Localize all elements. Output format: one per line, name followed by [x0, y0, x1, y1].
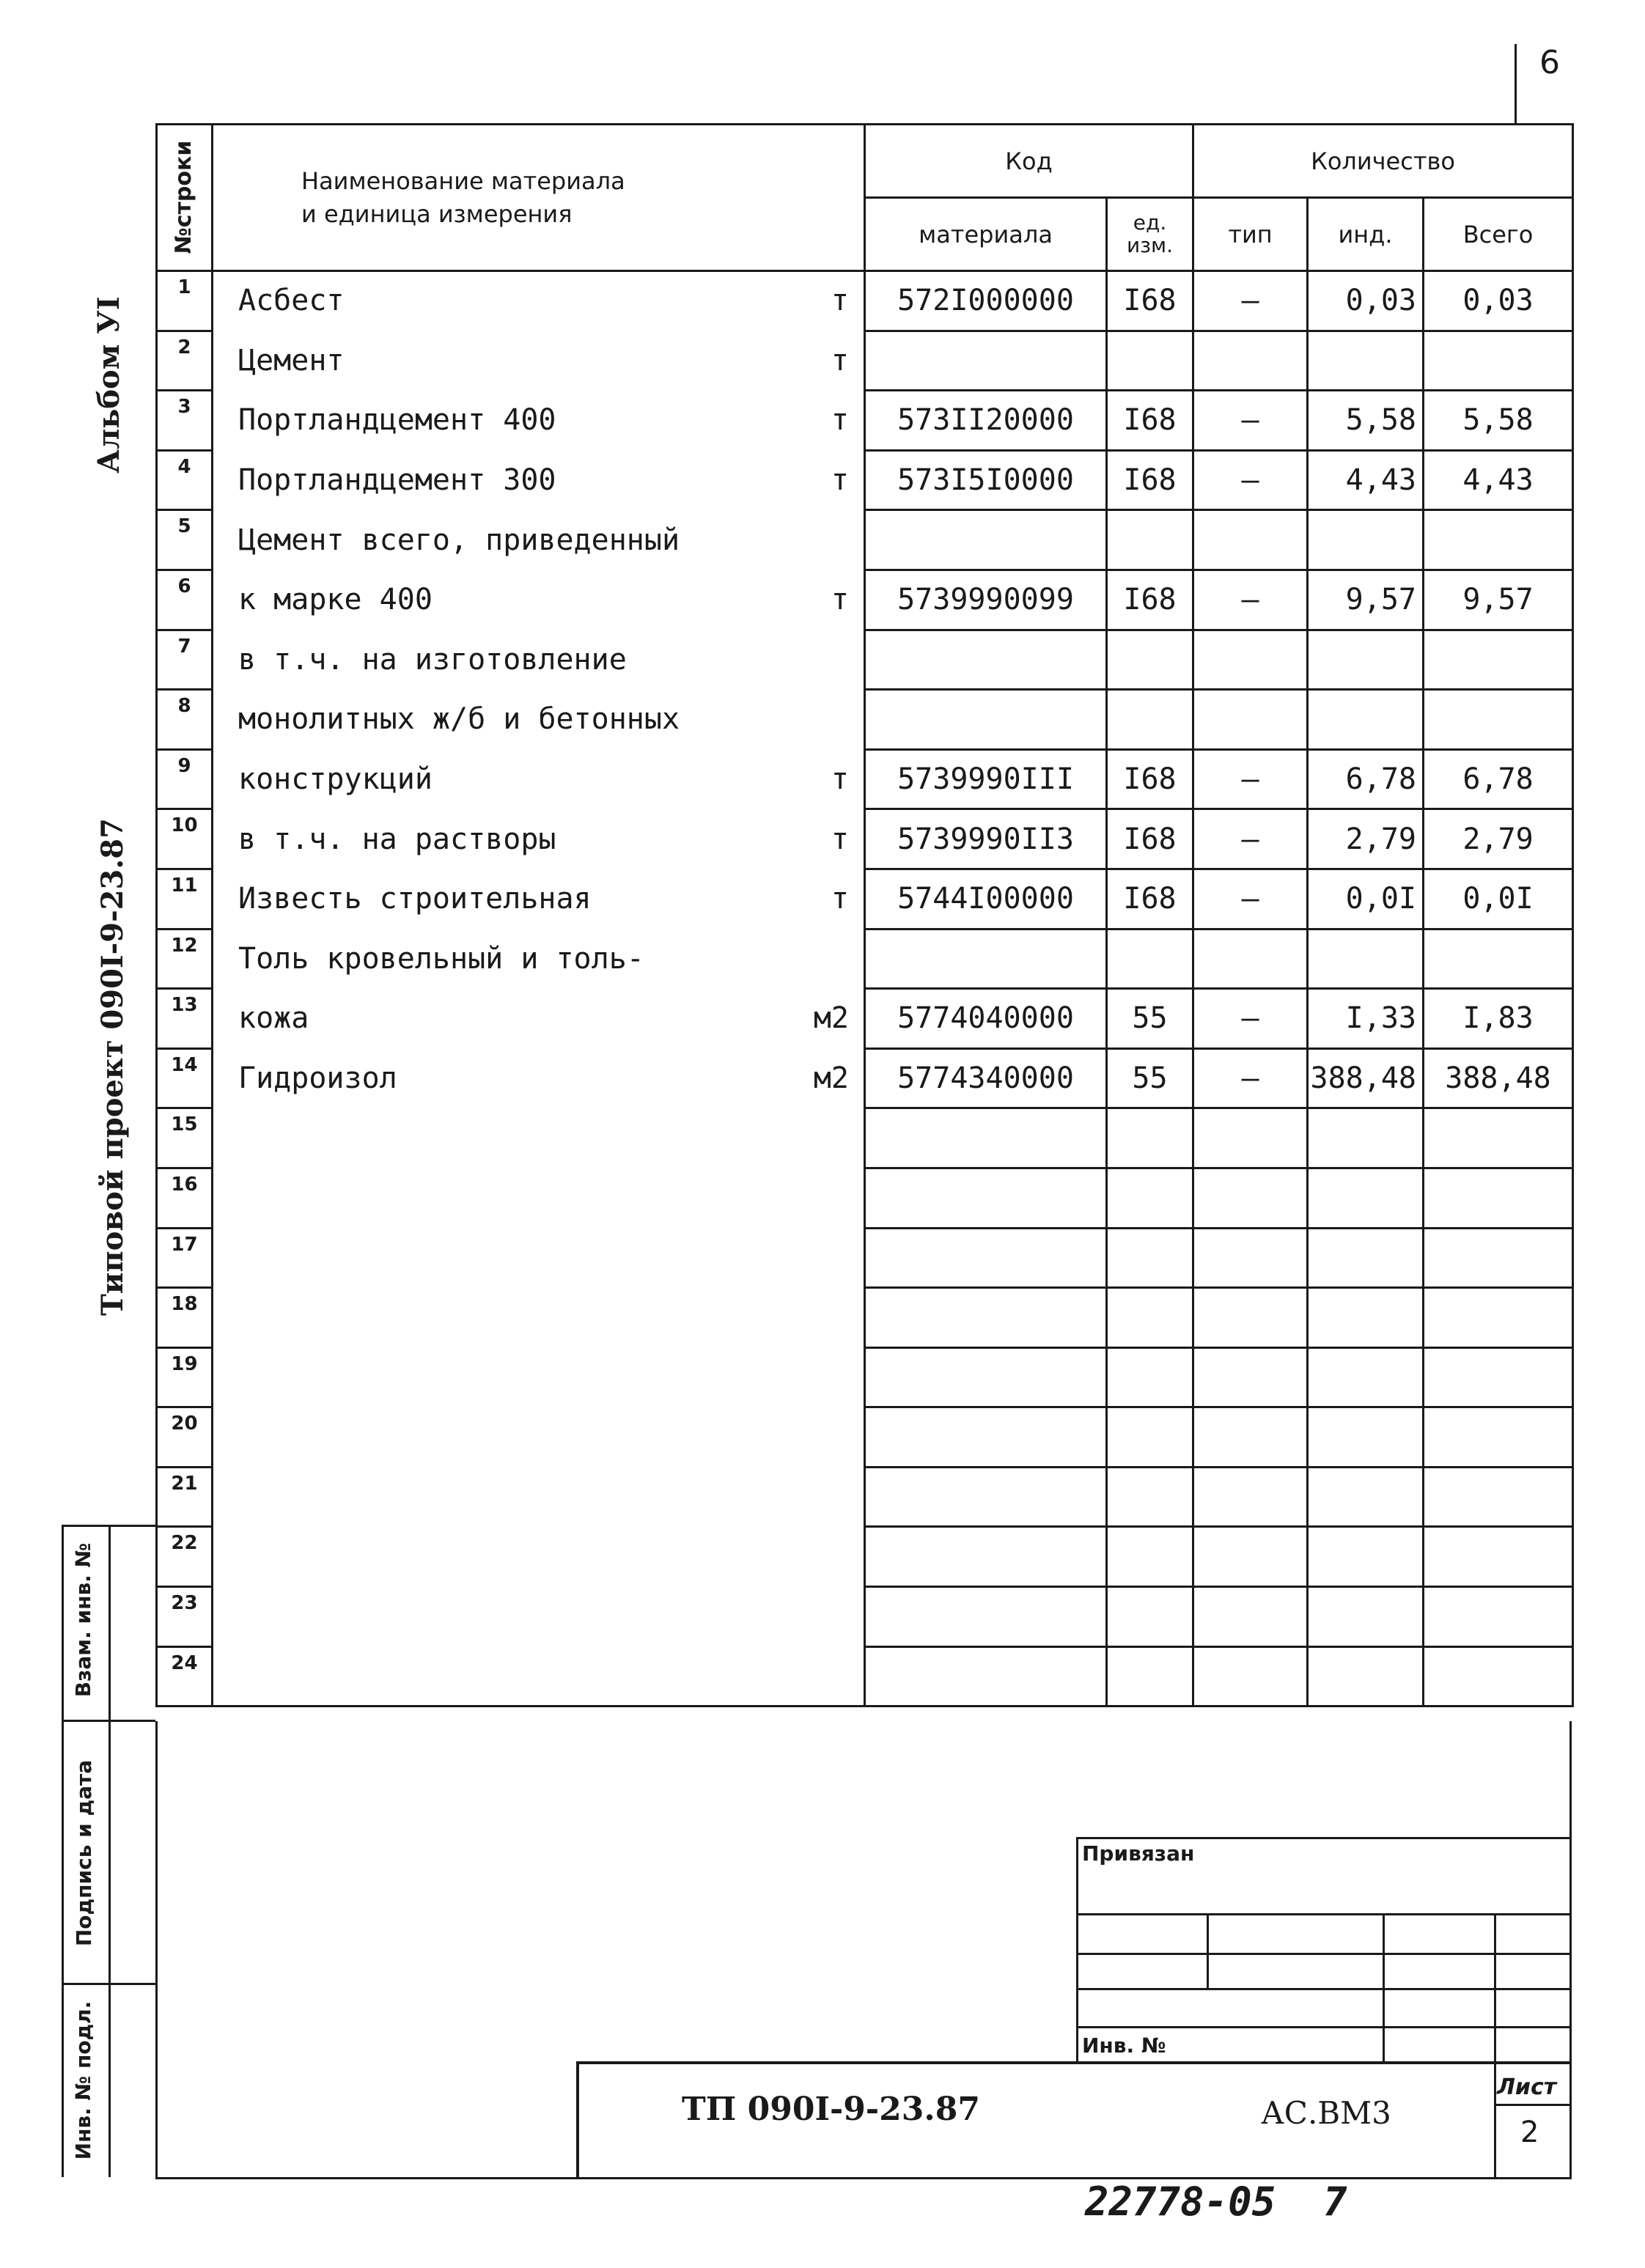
header-qty-ind: инд.: [1308, 198, 1424, 271]
material-name-text: в т.ч. на изготовление: [238, 642, 627, 677]
header-qty-type: тип: [1193, 198, 1308, 271]
qty-total: [1424, 1168, 1573, 1228]
unit-code: I68: [1107, 749, 1193, 809]
material-code: 5739990099: [865, 570, 1107, 630]
material-name-text: к марке 400: [238, 583, 433, 617]
footer-stamp: 22778-05 7: [1085, 2179, 1347, 2225]
table-row: [157, 1347, 1573, 1407]
materials-table: [155, 123, 1574, 1707]
material-code: [865, 510, 1107, 570]
sheet-box-divider: [1494, 2104, 1572, 2106]
frame-bottom: [155, 2177, 1572, 2179]
qty-total: [1424, 1108, 1573, 1168]
table-row: [157, 809, 1573, 869]
unit-code: 55: [1107, 989, 1193, 1049]
privyazan-row-3: [1076, 1988, 1572, 1990]
qty-ind: [1308, 1407, 1424, 1468]
unit-code: [1107, 1407, 1193, 1468]
qty-ind: 9,57: [1308, 570, 1424, 630]
qty-type: [1193, 1108, 1308, 1168]
unit-code: [1107, 1288, 1193, 1348]
qty-ind: 0,03: [1308, 271, 1424, 331]
material-name-text: Портландцемент 400: [238, 403, 556, 438]
material-name: [213, 570, 865, 630]
row-number: 10: [157, 809, 213, 869]
unit-code: [1107, 1467, 1193, 1527]
material-code: [865, 1527, 1107, 1587]
qty-ind: [1308, 1587, 1424, 1647]
privyazan-left: [1076, 1837, 1078, 2063]
material-name: [213, 1168, 865, 1228]
material-code: 573II20000: [865, 391, 1107, 451]
unit-code: [1107, 1108, 1193, 1168]
material-code: [865, 1407, 1107, 1468]
material-name-text: в т.ч. на растворы: [238, 822, 556, 856]
frame-right-lower: [1569, 1721, 1572, 2179]
title-block-top: [576, 2061, 1572, 2064]
material-code: 5739990III: [865, 749, 1107, 809]
qty-total: [1424, 690, 1573, 750]
qty-total: [1424, 1527, 1573, 1587]
row-number: 18: [157, 1288, 213, 1348]
qty-total: 388,48: [1424, 1048, 1573, 1108]
material-name: [213, 1048, 865, 1108]
material-code: [865, 630, 1107, 690]
qty-ind: 5,58: [1308, 391, 1424, 451]
qty-type: –: [1193, 271, 1308, 331]
material-unit: т: [831, 762, 849, 797]
material-code: [865, 1108, 1107, 1168]
material-name-text: монолитных ж/б и бетонных: [238, 702, 680, 737]
unit-code: I68: [1107, 271, 1193, 331]
qty-type: –: [1193, 749, 1308, 809]
material-name: [213, 450, 865, 510]
stamp-strip-inner-border: [108, 1525, 111, 2177]
unit-code: [1107, 510, 1193, 570]
table-row: [157, 1467, 1573, 1527]
qty-type: [1193, 690, 1308, 750]
qty-total: [1424, 630, 1573, 690]
material-name: [213, 1646, 865, 1706]
frame-left-lower: [155, 1721, 158, 2179]
material-code: [865, 1288, 1107, 1348]
material-name: [213, 391, 865, 451]
privyazan-col-3: [1494, 1913, 1496, 2063]
row-number: 11: [157, 869, 213, 929]
qty-total: [1424, 510, 1573, 570]
table-row: [157, 510, 1573, 570]
table-row: [157, 1527, 1573, 1587]
qty-type: [1193, 1527, 1308, 1587]
material-name-text: Известь строительная: [238, 882, 592, 916]
header-qty-total: Всего: [1424, 198, 1573, 271]
qty-ind: [1308, 510, 1424, 570]
inv-no-label: Инв. №: [1082, 2033, 1166, 2058]
doc-code: ТП 090I-9-23.87: [682, 2091, 980, 2128]
row-number: 9: [157, 749, 213, 809]
qty-type: [1193, 1407, 1308, 1468]
material-name-text: Цемент: [238, 343, 345, 378]
table-row: [157, 391, 1573, 451]
row-number: 4: [157, 450, 213, 510]
qty-ind: [1308, 1288, 1424, 1348]
doc-mark: АС.ВМ3: [1261, 2095, 1391, 2131]
material-name: [213, 989, 865, 1049]
qty-ind: 2,79: [1308, 809, 1424, 869]
qty-ind: 4,43: [1308, 450, 1424, 510]
header-code-unit: ед. изм.: [1107, 198, 1193, 271]
qty-type: –: [1193, 989, 1308, 1049]
side-label-album: Альбом УI: [92, 296, 126, 474]
material-code: 5744I00000: [865, 869, 1107, 929]
row-number: 14: [157, 1048, 213, 1108]
table-row: [157, 749, 1573, 809]
privyazan-col-2: [1383, 1913, 1385, 2063]
row-number: 19: [157, 1347, 213, 1407]
row-number: 21: [157, 1467, 213, 1527]
sheet-number: 2: [1520, 2116, 1539, 2149]
material-name: [213, 1288, 865, 1348]
row-number: 7: [157, 630, 213, 690]
material-name: [213, 809, 865, 869]
table-row: [157, 1288, 1573, 1348]
row-number: 2: [157, 331, 213, 391]
row-number: 24: [157, 1646, 213, 1706]
table-row: [157, 1228, 1573, 1288]
sheet-box-left: [1494, 2061, 1496, 2179]
material-name: [213, 1347, 865, 1407]
qty-type: [1193, 1587, 1308, 1647]
qty-type: [1193, 1646, 1308, 1706]
qty-type: [1193, 929, 1308, 989]
material-unit: м2: [813, 1001, 849, 1036]
row-number: 23: [157, 1587, 213, 1647]
unit-code: [1107, 1228, 1193, 1288]
material-unit: м2: [813, 1061, 849, 1096]
qty-type: [1193, 510, 1308, 570]
material-code: [865, 1168, 1107, 1228]
qty-type: [1193, 1347, 1308, 1407]
material-code: [865, 331, 1107, 391]
table-row: [157, 1168, 1573, 1228]
unit-code: I68: [1107, 570, 1193, 630]
unit-code: [1107, 1527, 1193, 1587]
material-unit: т: [831, 882, 849, 916]
material-name-text: Гидроизол: [238, 1061, 397, 1096]
qty-type: –: [1193, 450, 1308, 510]
qty-type: –: [1193, 809, 1308, 869]
qty-total: [1424, 1646, 1573, 1706]
stamp-strip-left-border: [62, 1525, 64, 2177]
qty-total: 2,79: [1424, 809, 1573, 869]
material-name-text: Толь кровельный и толь-: [238, 941, 644, 976]
privyazan-row-2: [1076, 1953, 1572, 1955]
qty-total: 6,78: [1424, 749, 1573, 809]
row-number: 12: [157, 929, 213, 989]
table-row: [157, 331, 1573, 391]
material-name: [213, 1527, 865, 1587]
stamp-label-signature-date: Подпись и дата: [72, 1759, 96, 1947]
material-name: [213, 1467, 865, 1527]
material-name: [213, 271, 865, 331]
table-row: [157, 989, 1573, 1049]
material-code: [865, 1467, 1107, 1527]
material-name-text: Асбест: [238, 284, 345, 318]
row-number: 6: [157, 570, 213, 630]
qty-total: [1424, 1587, 1573, 1647]
qty-total: 4,43: [1424, 450, 1573, 510]
material-name: [213, 1108, 865, 1168]
material-code: [865, 929, 1107, 989]
material-code: 573I5I0000: [865, 450, 1107, 510]
table-row: [157, 1108, 1573, 1168]
qty-ind: [1308, 630, 1424, 690]
header-code: Код: [865, 125, 1193, 198]
qty-total: [1424, 1347, 1573, 1407]
material-name-text: конструкций: [238, 762, 433, 797]
unit-code: I68: [1107, 391, 1193, 451]
material-name-text: кожа: [238, 1001, 309, 1036]
qty-type: –: [1193, 1048, 1308, 1108]
unit-code: [1107, 331, 1193, 391]
material-code: [865, 1347, 1107, 1407]
material-code: 5774340000: [865, 1048, 1107, 1108]
unit-code: [1107, 630, 1193, 690]
material-name: [213, 929, 865, 989]
material-code: [865, 690, 1107, 750]
row-number: 13: [157, 989, 213, 1049]
row-number: 16: [157, 1168, 213, 1228]
qty-type: –: [1193, 391, 1308, 451]
qty-total: I,83: [1424, 989, 1573, 1049]
table-row: [157, 570, 1573, 630]
qty-ind: [1308, 1108, 1424, 1168]
unit-code: I68: [1107, 869, 1193, 929]
material-name: [213, 690, 865, 750]
unit-code: [1107, 1347, 1193, 1407]
material-name-text: Портландцемент 300: [238, 463, 556, 498]
qty-total: [1424, 1228, 1573, 1288]
unit-code: [1107, 1587, 1193, 1647]
row-number: 17: [157, 1228, 213, 1288]
unit-code: 55: [1107, 1048, 1193, 1108]
unit-code: I68: [1107, 450, 1193, 510]
row-number: 20: [157, 1407, 213, 1468]
material-unit: т: [831, 463, 849, 498]
material-name: [213, 1587, 865, 1647]
material-name: [213, 1228, 865, 1288]
material-name: [213, 331, 865, 391]
table-row: [157, 1048, 1573, 1108]
table-row: [157, 1587, 1573, 1647]
page-number: 6: [1539, 44, 1560, 81]
material-unit: т: [831, 822, 849, 856]
page-number-divider: [1515, 44, 1517, 123]
qty-type: –: [1193, 869, 1308, 929]
qty-ind: [1308, 690, 1424, 750]
table-row: [157, 1646, 1573, 1706]
table-row: [157, 869, 1573, 929]
material-unit: т: [831, 284, 849, 318]
stamp-label-vzam-inv: Взам. инв. №: [71, 1542, 95, 1698]
unit-code: [1107, 1168, 1193, 1228]
sheet-label: Лист: [1497, 2074, 1557, 2100]
title-block-left: [576, 2061, 579, 2179]
material-code: [865, 1646, 1107, 1706]
qty-total: 0,03: [1424, 271, 1573, 331]
privyazan-col-1: [1207, 1913, 1209, 1989]
header-row-no: №строки: [171, 140, 196, 254]
qty-type: [1193, 630, 1308, 690]
privyazan-top: [1076, 1837, 1572, 1839]
qty-total: 0,0I: [1424, 869, 1573, 929]
qty-type: [1193, 1467, 1308, 1527]
material-code: 5774040000: [865, 989, 1107, 1049]
privyazan-row-4: [1076, 2026, 1572, 2028]
qty-ind: [1308, 1646, 1424, 1706]
material-code: [865, 1228, 1107, 1288]
row-number: 3: [157, 391, 213, 451]
qty-type: –: [1193, 570, 1308, 630]
material-name: [213, 630, 865, 690]
unit-code: [1107, 1646, 1193, 1706]
stamp-label-inv-podl: Инв. № подл.: [71, 2000, 95, 2160]
material-code: [865, 1587, 1107, 1647]
header-row-no-cell: [157, 125, 213, 271]
qty-type: [1193, 331, 1308, 391]
material-name: [213, 749, 865, 809]
qty-ind: 388,48: [1308, 1048, 1424, 1108]
qty-total: [1424, 1288, 1573, 1348]
qty-total: [1424, 1407, 1573, 1468]
table-row: [157, 271, 1573, 331]
row-number: 15: [157, 1108, 213, 1168]
material-name: [213, 869, 865, 929]
qty-ind: 0,0I: [1308, 869, 1424, 929]
material-name: [213, 1407, 865, 1468]
material-unit: т: [831, 403, 849, 438]
qty-total: 9,57: [1424, 570, 1573, 630]
qty-ind: [1308, 1168, 1424, 1228]
qty-total: [1424, 331, 1573, 391]
qty-type: [1193, 1288, 1308, 1348]
qty-type: [1193, 1168, 1308, 1228]
header-name: Наименование материала и единица измерения: [213, 125, 865, 271]
material-unit: т: [831, 583, 849, 617]
row-number: 22: [157, 1527, 213, 1587]
privyazan-row-1: [1076, 1913, 1572, 1915]
header-code-material: материала: [865, 198, 1107, 271]
qty-ind: I,33: [1308, 989, 1424, 1049]
row-number: 8: [157, 690, 213, 750]
table-row: [157, 630, 1573, 690]
privyazan-label: Привязан: [1082, 1841, 1195, 1866]
qty-ind: [1308, 1467, 1424, 1527]
material-unit: т: [831, 343, 849, 378]
row-number: 1: [157, 271, 213, 331]
unit-code: [1107, 690, 1193, 750]
qty-ind: [1308, 1228, 1424, 1288]
header-quantity: Количество: [1193, 125, 1573, 198]
unit-code: [1107, 929, 1193, 989]
unit-code: I68: [1107, 809, 1193, 869]
material-code: 572I000000: [865, 271, 1107, 331]
qty-total: [1424, 929, 1573, 989]
qty-ind: [1308, 929, 1424, 989]
qty-total: 5,58: [1424, 391, 1573, 451]
qty-ind: [1308, 331, 1424, 391]
row-number: 5: [157, 510, 213, 570]
qty-ind: [1308, 1527, 1424, 1587]
material-name: [213, 510, 865, 570]
materials-table-body: [157, 271, 1573, 1706]
table-row: [157, 690, 1573, 750]
material-name-text: Цемент всего, приведенный: [238, 523, 680, 557]
qty-ind: [1308, 1347, 1424, 1407]
qty-type: [1193, 1228, 1308, 1288]
qty-ind: 6,78: [1308, 749, 1424, 809]
table-row: [157, 929, 1573, 989]
table-row: [157, 1407, 1573, 1468]
material-code: 5739990II3: [865, 809, 1107, 869]
qty-total: [1424, 1467, 1573, 1527]
table-row: [157, 450, 1573, 510]
side-label-project: Типовой проект 090I-9-23.87: [95, 818, 130, 1316]
